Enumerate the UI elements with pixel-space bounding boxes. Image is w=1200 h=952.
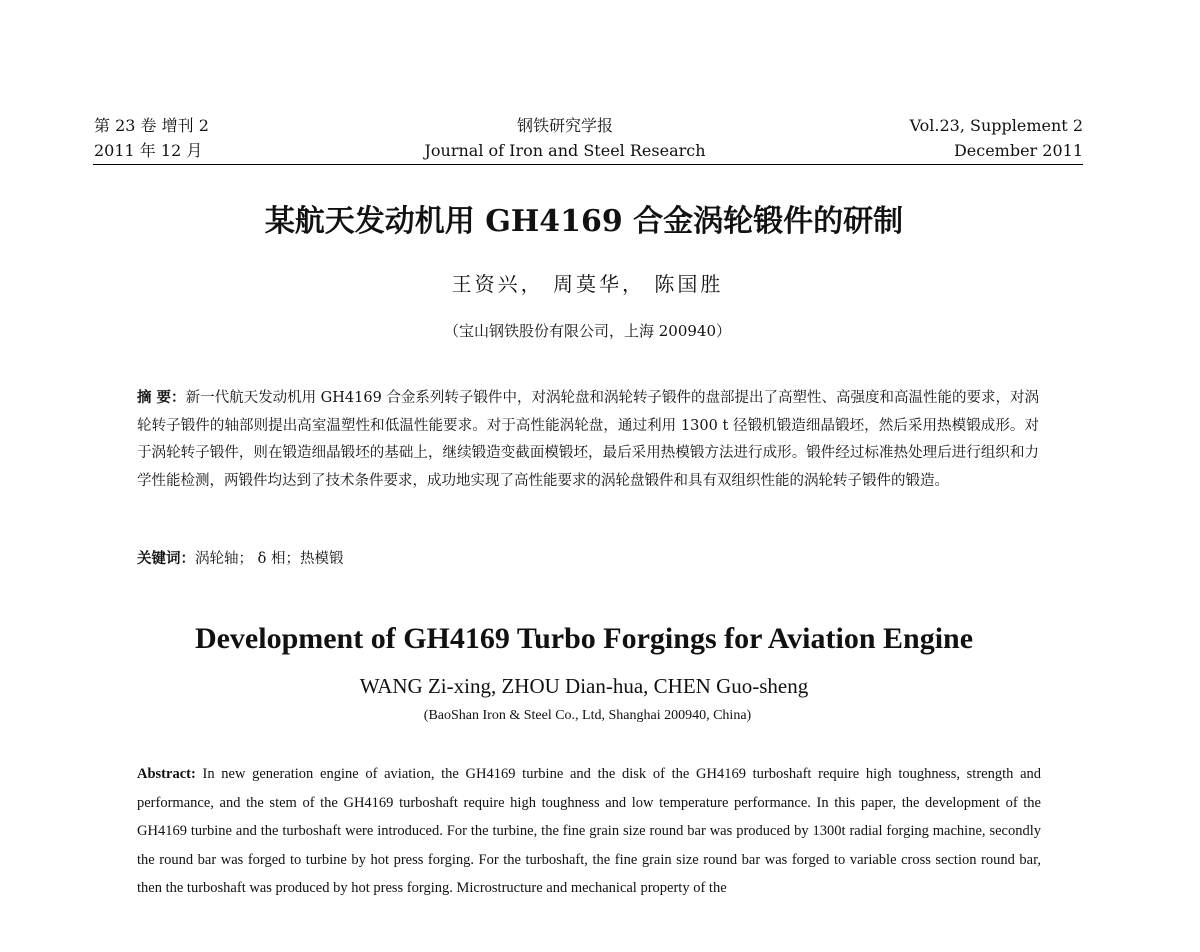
header-volume: 第 23 卷 增刊 2: [94, 116, 209, 135]
header-journal-en: Journal of Iron and Steel Research: [424, 141, 706, 160]
english-abstract-text: In new generation engine of aviation, the GH4169 turbine and the disk of the GH4169 turboshaft require high toughness, strength and performance, and the stem of the GH4169 turboshaft require high toughness and low temperature performance. In this paper, the development of the GH4169 turbine and the turboshaft were introduced. For the turbine, the fine grain size round bar was produced by 1300t radial forging machine, secondly the round bar was forged to turbine by hot press forging. For the turboshaft, the fine grain size round bar was forged to variable cross section round bar, then the turboshaft was produced by hot press forging. Microstructure and mechanical property of the: [137, 766, 1042, 896]
chinese-authors: 王资兴， 周莫华， 陈国胜: [451, 272, 724, 296]
header-journal-cn: 钢铁研究学报: [516, 116, 613, 135]
header-date-cn: 2011 年 12 月: [94, 141, 203, 160]
header-date-en: December 2011: [953, 141, 1083, 160]
chinese-keywords-label: 关键词：: [137, 550, 195, 567]
chinese-abstract-text: 新一代航天发动机用 GH4169 合金系列转子锻件中，对涡轮盘和涡轮转子锻件的盘部提出了高塑性、高强度和高温性能的要求，对涡轮转子锻件的轴部则提出高室温塑性和低温性能要求。对于高性能涡轮盘，通过利用 1300 t 径锻机锻造细晶锻坯，然后采用热模锻成形。对于涡轮转子锻件，则在锻造细晶锻坯的基础上，继续锻造变截面模锻坯，最后采用热模锻方法进行成形。锻件经过标准热处理后进行组织和力学性能检测，两锻件均达到了技术条件要求，成功地实现了高性能要求的涡轮盘锻件和具有双组织性能的涡轮转子锻件的锻造。: [137, 390, 1039, 489]
english-authors: WANG Zi-xing, ZHOU Dian-hua, CHEN Guo-sheng: [359, 674, 809, 698]
chinese-affiliation: （宝山钢铁股份有限公司，上海 200940）: [443, 322, 732, 340]
english-affiliation: (BaoShan Iron & Steel Co., Ltd, Shanghai 200940, China): [423, 708, 752, 723]
english-title: Development of GH4169 Turbo Forgings for Aviation Engine: [194, 622, 974, 655]
chinese-keywords: [137, 546, 1039, 572]
header-volume-en: Vol.23, Supplement 2: [909, 116, 1083, 135]
chinese-title: 某航天发动机用 GH4169 合金涡轮锻件的研制: [264, 204, 904, 239]
english-abstract: [137, 760, 1041, 903]
chinese-keywords-text: 涡轮轴； δ 相；热模锻: [195, 551, 344, 567]
header-rule: [93, 164, 1083, 165]
chinese-abstract: [137, 384, 1039, 495]
chinese-abstract-label: 摘 要：: [137, 389, 186, 406]
english-abstract-label: Abstract:: [137, 766, 196, 782]
